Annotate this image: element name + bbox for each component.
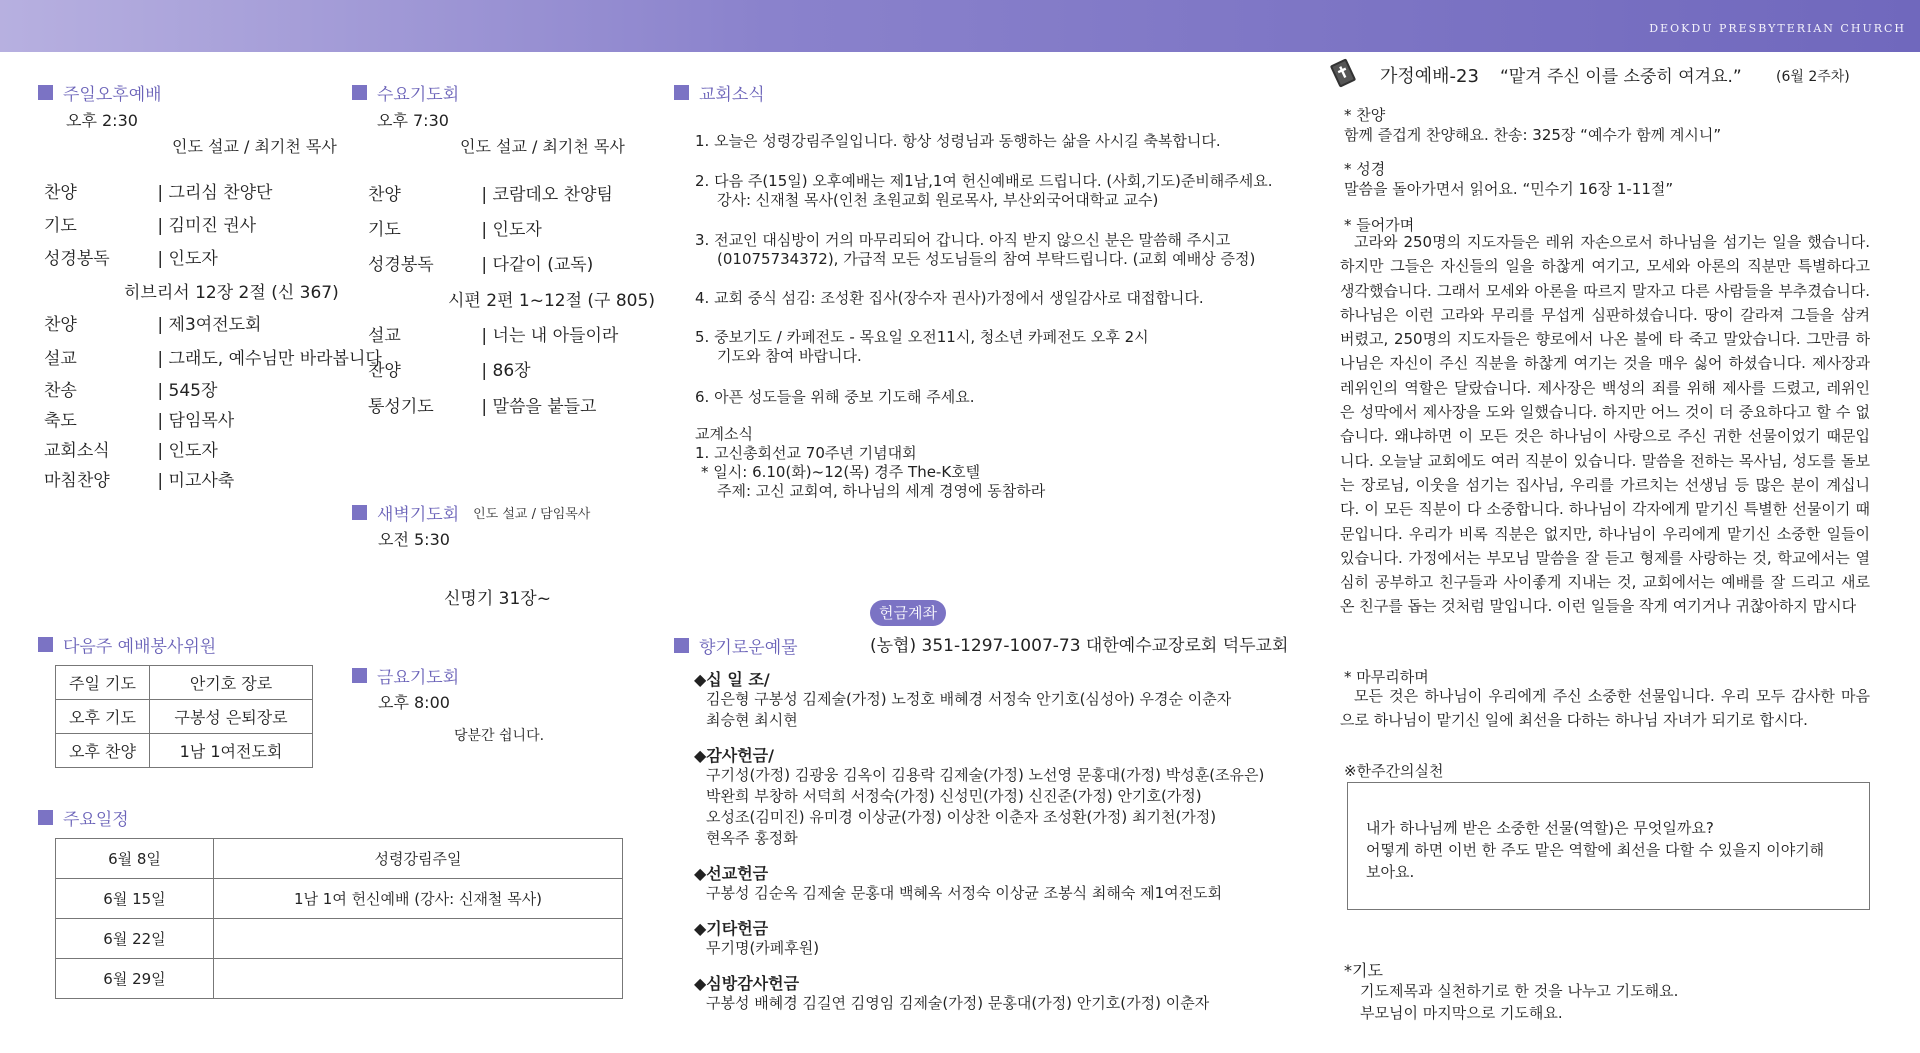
order-label: 통성기도 [368,397,434,417]
event-cell: 성령강림주일 [214,839,623,879]
news-item: 4. 교회 중식 섬김: 조성환 집사(장수자 권사)가정에서 생일감사로 대접합니다. [695,289,1204,307]
order-value: | 그리심 찬양단 [152,183,273,203]
family-week: (6월 2주차) [1776,69,1850,85]
next-week-table [55,665,313,768]
order-label: 찬양 [44,315,77,335]
friday-time: 오후 8:00 [378,693,450,712]
table-row [56,959,623,999]
news-item: (01075734372), 가급적 모든 성도님들의 참여 부탁드립니다. (교회 예배상 증정) [717,250,1256,268]
order-row [368,321,618,346]
church-brand: DEOKDU PRESBYTERIAN CHURCH [1649,22,1906,35]
table-row [56,919,623,959]
wednesday-time: 오후 7:30 [377,111,449,130]
order-value: | 인도자 [476,220,542,240]
next-week-title: 다음주 예배봉사위원 [38,632,216,657]
order-row [368,250,593,275]
order-value: | 인도자 [152,441,218,461]
offering-group-head: ◆십 일 조/ [694,670,770,689]
news-item: 주제: 고신 교회여, 하나님의 세계 경영에 동참하라 [717,482,1046,500]
section-marker-icon [352,668,367,683]
prayer-lines [1360,980,1678,1024]
section-marker-icon [674,638,689,653]
family-quote: “맡겨 주신 이를 소중히 여겨요.” [1500,67,1742,87]
order-label: 성경봉독 [368,255,434,275]
bible-text: 말씀을 돌아가면서 읽어요. “민수기 16장 1-11절” [1344,180,1674,198]
order-label: 기도 [368,220,401,240]
event-cell: 1남 1여 헌신예배 (강사: 신재철 목사) [214,879,623,919]
order-label: 축도 [44,411,77,431]
dawn-time: 오전 5:30 [378,530,450,549]
order-label: 찬양 [368,361,401,381]
table-row [56,700,313,734]
offering-names: 구봉성 김순옥 김제술 문홍대 백혜옥 서정숙 이상균 조봉식 최해숙 제1여전도회 [706,884,1223,902]
news-item: 2. 다음 주(15일) 오후예배는 제1남,1여 헌신예배로 드립니다. (사회,기도)준비해주세요. [695,172,1273,190]
order-row [448,286,655,311]
prayer-head: *기도 [1344,961,1383,980]
story-text: 고라와 250명의 지도자들은 레위 자손으로서 하나님을 섬기는 일을 했습니다. 하지만 그들은 자신들의 일을 하찮게 여기고, 모세와 아론의 직분만 특별하다고 생각했습니다. 그래서 모세와 아론을 따르지 말자고 다른 사람들을 부추겼습니다. 하나님은 이런 고라와 무리를 무섭게 심판하셨습니다. 땅이 갈라져 그들을 삼켜 버렸고, 250명의 지도자들은 향로에서 나온 불에 타 죽고 말았습니다. 그만큼 하나님은 자신이 주신 직분을 하찮게 여기는 것을 매우 싫어 하셨습니다. 제사장과 레위인의 역할은 달랐습니다. 제사장은 백성의 죄를 위해 제사를 드렸고, 레위인은 성막에서 제사장을 도와 일했습니다. 하지만 어느 것이 더 중요하다고 할 수 없습니다. 왜냐하면 이 모든 것은 하나님이 사랑으로 주신 귀한 선물이었기 때문입니다. 오늘날 교회에도 여러 직분이 있습니다. 말씀을 전하는 목사님, 성도를 돌보는 장로님, 이웃을 섬기는 집사님, 우리를 가르치는 선생님 등 많은 분이 계십니다. 이 모든 직분이 다 소중합니다. 하나님이 각자에게 맡기신 특별한 선물이기 때문입니다. 우리가 비록 직분은 없지만, 하나님이 우리에게 맡기신 소중한 일들이 있습니다. 가정에서는 부모님 말씀을 잘 듣고 형제를 사랑하는 것, 학교에서는 열심히 공부하고 친구들과 사이좋게 지내는 것, 교회에서는 예배를 잘 드리고 새로 온 친구를 돕는 것처럼 말입니다. 이런 일들을 작게 여기거나 귀찮아하지 맙시다 [1340,233,1870,616]
offering-names: 무기명(카페후원) [706,939,820,957]
news-item: * 일시: 6.10(화)~12(목) 경주 The-K호텔 [701,463,981,481]
order-row [44,244,218,269]
praise-text: 함께 즐겁게 찬양해요. 찬송: 325장 “예수가 함께 계시니” [1344,126,1722,144]
offering-names: 박완희 부창하 서덕희 서정숙(가정) 신성민(가정) 신진준(가정) 안기호(가정) [706,787,1202,805]
offering-names: 오성조(김미진) 유미경 이상균(가정) 이상찬 이춘자 조성환(가정) 최기천(가정) [706,808,1217,826]
news-item: 기도와 참여 바랍니다. [717,347,862,365]
date-cell: 6월 22일 [56,919,214,959]
practice-box [1347,782,1870,910]
offering-names: 최승현 최시현 [706,711,798,729]
offering-names: 구봉성 배혜경 김길연 김영임 김제술(가정) 문홍대(가정) 안기호(가정) 이춘자 [706,994,1210,1012]
table-row [56,879,623,919]
event-cell [214,959,623,999]
offering-names: 김은형 구봉성 김제술(가정) 노정호 배혜경 서정숙 안기호(심성아) 우경순 이춘자 [706,690,1232,708]
offering-names: 현옥주 홍정화 [706,829,798,847]
order-value: | 인도자 [152,249,218,269]
order-value: | 코람데오 찬양팀 [476,185,613,205]
section-marker-icon [352,505,367,520]
order-value: | 담임목사 [152,411,235,431]
order-value: 히브리서 12장 2절 (신 367) [124,283,339,303]
order-label: 설교 [44,349,77,369]
account-text: (농협) 351-1297-1007-73 대한예수교장로회 덕두교회 [870,636,1289,656]
order-row [44,376,217,401]
news-item: 6. 아픈 성도들을 위해 중보 기도해 주세요. [695,388,975,406]
order-row [44,436,218,461]
friday-title: 금요기도회 [352,663,459,688]
order-row [44,310,261,335]
sunday-pm-time: 오후 2:30 [66,111,138,130]
offering-group-head: ◆기타헌금 [694,919,769,938]
story-head: * 들어가며 [1344,216,1415,234]
wednesday-title: 수요기도회 [352,80,459,105]
practice-lines [1366,817,1824,883]
date-cell: 6월 29일 [56,959,214,999]
praise-head: * 찬양 [1344,106,1386,124]
order-label: 찬송 [44,381,77,401]
role-cell: 주일 기도 [56,666,150,700]
order-value: | 86장 [476,361,531,381]
closing-head: * 마무리하며 [1344,668,1429,686]
order-label: 찬양 [368,185,401,205]
news-item: 강사: 신재철 목사(인천 초원교회 원로목사, 부산외국어대학교 교수) [717,191,1159,209]
prayer-line: 기도제목과 실천하기로 한 것을 나누고 기도해요. [1360,982,1679,1000]
order-value: | 김미진 권사 [152,216,257,236]
name-cell: 구봉성 은퇴장로 [150,700,313,734]
order-label: 찬양 [44,183,77,203]
practice-head: ※한주간의실천 [1344,762,1444,780]
offering-group-head: ◆심방감사헌금 [694,974,800,993]
event-cell [214,919,623,959]
order-value: | 미고사축 [152,471,235,491]
news-item: 1. 오늘은 성령강림주일입니다. 항상 성령님과 동행하는 삶을 사시길 축복합니다. [695,132,1221,150]
section-marker-icon [38,637,53,652]
bible-head: * 성경 [1344,160,1386,178]
name-cell: 안기호 장로 [150,666,313,700]
news-item: 5. 중보기도 / 카페전도 - 목요일 오전11시, 청소년 카페전도 오후 2시 [695,328,1149,346]
offering-group-head: ◆감사헌금/ [694,746,774,765]
practice-line: 내가 하나님께 받은 소중한 선물(역할)은 무엇일까요? [1366,819,1714,837]
order-value: 시편 2편 1~12절 (구 805) [448,291,655,311]
section-marker-icon [38,810,53,825]
order-row [44,178,272,203]
order-label: 교회소식 [44,441,110,461]
order-row [44,466,234,491]
name-cell: 1남 1여전도회 [150,734,313,768]
date-cell: 6월 15일 [56,879,214,919]
schedule-title: 주요일정 [38,805,129,830]
order-value: | 제3여전도회 [152,315,262,335]
offering-title: 향기로운예물 [674,633,798,658]
practice-line: 보아요. [1366,863,1415,881]
order-row [124,278,339,303]
section-marker-icon [674,85,689,100]
order-row [368,392,596,417]
header-band [0,0,1920,52]
role-cell: 오후 기도 [56,700,150,734]
order-row [44,406,234,431]
section-marker-icon [38,85,53,100]
order-label: 기도 [44,216,77,236]
family-title: 가정예배-23 [1380,66,1479,87]
news-item: 교계소식 [695,425,753,443]
date-cell: 6월 8일 [56,839,214,879]
order-value: | 545장 [152,381,218,401]
order-label: 마침찬양 [44,471,110,491]
order-row [368,356,531,381]
news-item: 3. 전교인 대심방이 거의 마무리되어 갑니다. 아직 받지 않으신 분은 말씀해 주시고 [695,231,1231,249]
order-row [44,211,256,236]
news-item: 1. 고신총회선교 70주년 기념대회 [695,444,917,462]
friday-text: 당분간 쉽니다. [454,728,545,744]
dawn-text: 신명기 31장~ [444,589,551,609]
order-row [44,344,382,369]
schedule-table [55,838,623,999]
order-label: 성경봉독 [44,249,110,269]
order-value: | 너는 내 아들이라 [476,326,619,346]
practice-line: 어떻게 하면 이번 한 주도 맡은 역할에 최선을 다할 수 있을지 이야기해 [1366,841,1825,859]
offering-names: 구기성(가정) 김광웅 김옥이 김용락 김제술(가정) 노선영 문홍대(가정) 박성훈(조유은) [706,766,1265,784]
table-row [56,839,623,879]
wednesday-preacher: 인도 설교 / 최기천 목사 [460,137,625,156]
section-marker-icon [352,85,367,100]
order-label: 설교 [368,326,401,346]
order-row [368,215,542,240]
table-row [56,734,313,768]
offering-group-head: ◆선교헌금 [694,864,769,883]
prayer-line: 부모님이 마지막으로 기도해요. [1360,1004,1563,1022]
order-value: | 다같이 (교독) [476,255,594,275]
news-title: 교회소식 [674,80,765,105]
order-row [368,180,613,205]
role-cell: 오후 찬양 [56,734,150,768]
sunday-pm-preacher: 인도 설교 / 최기천 목사 [172,137,337,156]
closing-text: 모든 것은 하나님이 우리에게 주신 소중한 선물입니다. 우리 모두 감사한 마음으로 하나님이 맡기신 일에 최선을 다하는 하나님 자녀가 되기로 합시다. [1340,687,1870,730]
bible-icon [1326,56,1360,94]
account-pill: 헌금계좌 [870,600,946,626]
order-value: | 그래도, 예수님만 바라봅니다 [152,349,382,369]
dawn-title: 새벽기도회 인도 설교 / 담임목사 [352,500,590,525]
sunday-pm-title: 주일오후예배 [38,80,162,105]
order-value: | 말씀을 붙들고 [476,397,597,417]
table-row [56,666,313,700]
